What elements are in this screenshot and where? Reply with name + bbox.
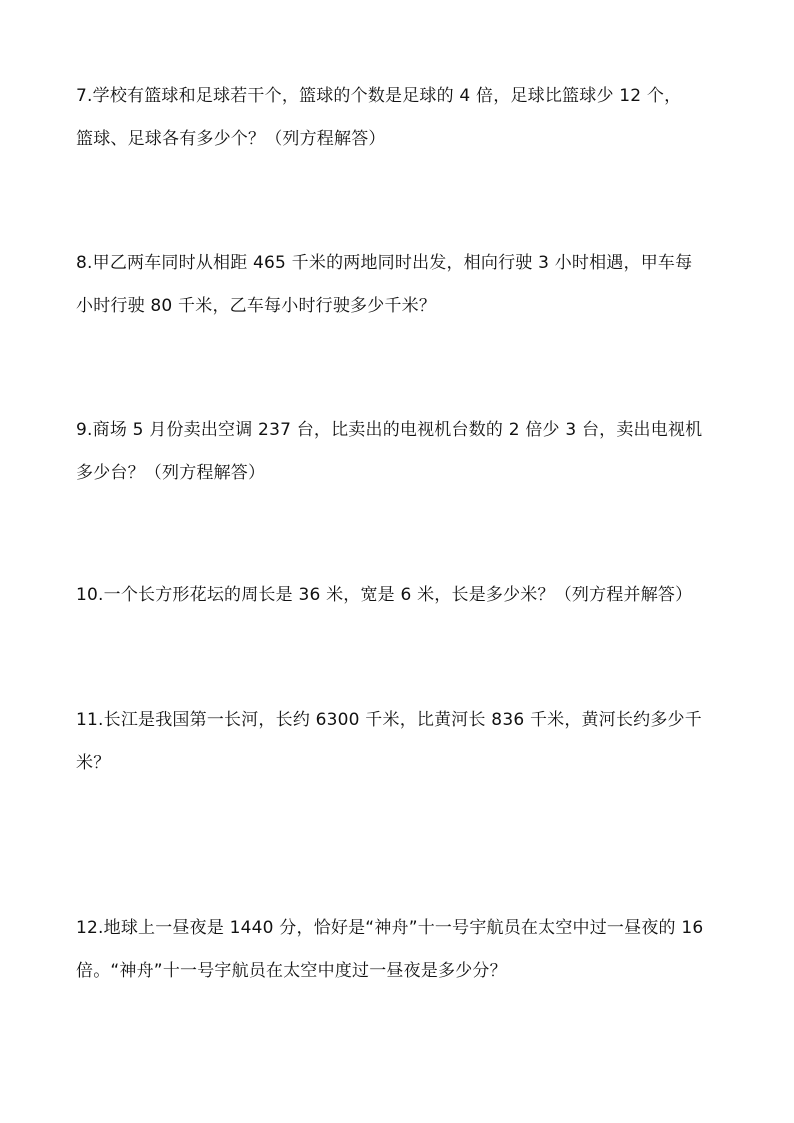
problem-9-line-2: 多少台？（列方程解答） xyxy=(76,463,266,483)
problem-12-line-1: 12.地球上一昼夜是 1440 分，恰好是“神舟”十一号宇航员在太空中过一昼夜的 16 xyxy=(76,918,704,938)
problem-7 xyxy=(76,84,726,170)
problem-12-line-2: 倍。“神舟”十一号宇航员在太空中度过一昼夜是多少分？ xyxy=(76,961,507,981)
problem-9-line-1: 9.商场 5 月份卖出空调 237 台，比卖出的电视机台数的 2 倍少 3 台，卖出电视机 xyxy=(76,420,703,440)
problem-10-line-1: 10.一个长方形花坛的周长是 36 米，宽是 6 米，长是多少米？（列方程并解答） xyxy=(76,585,693,605)
problem-11-line-2: 米？ xyxy=(76,753,111,773)
problem-7-line-1: 7.学校有篮球和足球若干个，篮球的个数是足球的 4 倍，足球比篮球少 12 个， xyxy=(76,86,682,106)
problem-11-line-1: 11.长江是我国第一长河，长约 6300 千米，比黄河长 836 千米，黄河长约多少千 xyxy=(76,710,702,730)
problem-8-line-1: 8.甲乙两车同时从相距 465 千米的两地同时出发，相向行驶 3 小时相遇，甲车每 xyxy=(76,253,693,273)
problem-9 xyxy=(76,418,726,504)
problem-8 xyxy=(76,251,726,337)
problem-11 xyxy=(76,708,726,794)
problem-8-line-2: 小时行驶 80 千米，乙车每小时行驶多少千米？ xyxy=(76,296,437,316)
problem-12 xyxy=(76,916,726,1002)
problem-10 xyxy=(76,583,726,626)
problem-7-line-2: 篮球、足球各有多少个？（列方程解答） xyxy=(76,129,386,149)
